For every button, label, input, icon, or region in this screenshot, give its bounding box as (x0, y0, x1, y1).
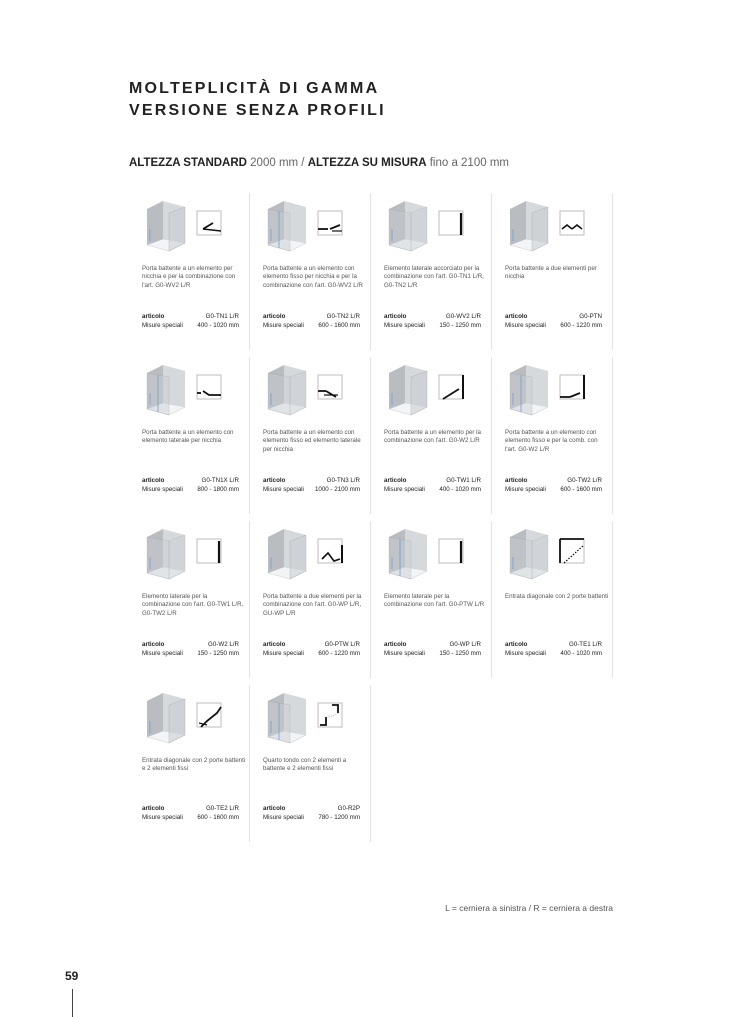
sizes-label: Misure speciali (142, 813, 183, 821)
shower-illustration (260, 689, 360, 751)
product-row (129, 685, 614, 845)
sizes-row (263, 486, 360, 494)
product-description: Entrata diagonale con 2 porte battenti (505, 593, 609, 600)
standard-height-label: ALTEZZA STANDARD (129, 157, 247, 169)
article-row (142, 805, 239, 813)
article-row (505, 477, 602, 485)
article-code: G0-TN3 L/R (326, 477, 360, 484)
shower-illustration (139, 197, 239, 259)
custom-height-value: fino a 2100 mm (426, 157, 509, 169)
sizes-row (505, 650, 602, 658)
sizes-value: 600 - 1600 mm (560, 485, 602, 493)
shower-illustration (260, 525, 360, 587)
product-description: Elemento laterale per la combinazione con l'art. G0-PTW L/R (384, 593, 485, 609)
sizes-label: Misure speciali (505, 649, 546, 657)
sizes-value: 600 - 1600 mm (197, 813, 239, 821)
article-code: G0-TW2 L/R (567, 477, 602, 484)
product-description: Quarto tondo con 2 elementi a battente e 2 elementi fissi (263, 757, 347, 773)
article-label: articolo (263, 641, 286, 648)
article-label: articolo (384, 641, 407, 648)
article-row (263, 477, 360, 485)
sizes-row (384, 322, 481, 330)
empty-slot (492, 685, 613, 842)
article-label: articolo (142, 641, 165, 648)
product-card (371, 193, 492, 350)
sizes-row (263, 650, 360, 658)
product-card (250, 685, 371, 842)
sizes-row (142, 814, 239, 822)
product-card (371, 357, 492, 514)
sizes-label: Misure speciali (142, 321, 183, 329)
standard-height-value: 2000 mm / (246, 157, 308, 169)
article-code: G0-TN2 L/R (326, 313, 360, 320)
shower-illustration (381, 525, 481, 587)
product-description: Elemento laterale per la combinazione con l'art. G0-TW1 L/R, G0-TW2 L/R (142, 593, 244, 617)
sizes-value: 400 - 1020 mm (439, 485, 481, 493)
custom-height-label: ALTEZZA SU MISURA (307, 157, 427, 169)
article-label: articolo (384, 477, 407, 484)
shower-illustration (139, 689, 239, 751)
product-description: Porta battente a un elemento per la combinazione con l'art. G0-W2 L/R (384, 429, 482, 445)
sizes-row (142, 322, 239, 330)
article-label: articolo (142, 313, 165, 320)
article-row (263, 805, 360, 813)
article-row (384, 641, 481, 649)
shower-illustration (502, 525, 602, 587)
article-row (505, 313, 602, 321)
product-card (250, 357, 371, 514)
sizes-value: 600 - 1220 mm (560, 321, 602, 329)
product-description: Porta battente a un elemento con elemento fisso e per la comb. con l'art. G0-W2 L/R (505, 429, 598, 453)
sizes-row (505, 322, 602, 330)
sizes-label: Misure speciali (384, 485, 425, 493)
article-label: articolo (263, 805, 286, 812)
product-card (129, 685, 250, 842)
sizes-value: 150 - 1250 mm (439, 649, 481, 657)
product-description: Porta battente a due elementi per nicchia (505, 265, 597, 281)
article-code: G0-TE2 L/R (205, 805, 239, 812)
product-grid (129, 193, 614, 849)
shower-illustration (381, 197, 481, 259)
sizes-value: 780 - 1200 mm (318, 813, 360, 821)
product-card (250, 521, 371, 678)
article-label: articolo (142, 805, 165, 812)
sizes-value: 800 - 1800 mm (197, 485, 239, 493)
product-description: Porta battente a due elementi per la combinazione con l'art. G0-WP L/R, GU-WP L/R (263, 593, 362, 617)
article-label: articolo (263, 313, 286, 320)
title-line-2: VERSIONE SENZA PROFILI (129, 102, 386, 119)
shower-illustration (260, 197, 360, 259)
article-label: articolo (384, 313, 407, 320)
sizes-row (384, 486, 481, 494)
product-card (129, 521, 250, 678)
sizes-value: 150 - 1250 mm (439, 321, 481, 329)
product-card (250, 193, 371, 350)
product-card (129, 193, 250, 350)
product-row (129, 357, 614, 517)
sizes-row (263, 322, 360, 330)
article-row (505, 641, 602, 649)
article-row (142, 477, 239, 485)
sizes-value: 1000 - 2100 mm (314, 485, 360, 493)
product-description: Porta battente a un elemento per nicchia e per la combinazione con l'art. G0-WV2 L/R (142, 265, 236, 289)
article-code: G0-PTN (579, 313, 602, 320)
article-row (142, 641, 239, 649)
sizes-row (142, 650, 239, 658)
sizes-label: Misure speciali (263, 813, 304, 821)
product-card (371, 521, 492, 678)
article-code: G0-WV2 L/R (445, 313, 481, 320)
hinge-legend: L = cerniera a sinistra / R = cerniera a destra (445, 903, 613, 913)
sizes-row (384, 650, 481, 658)
article-code: G0-R2P (337, 805, 360, 812)
product-card (492, 521, 613, 678)
article-label: articolo (505, 313, 528, 320)
article-row (263, 313, 360, 321)
product-row (129, 521, 614, 681)
article-code: G0-WP L/R (449, 641, 481, 648)
title-line-1: MOLTEPLICITÀ DI GAMMA (129, 80, 380, 97)
page-number: 59 (65, 969, 79, 983)
sizes-row (263, 814, 360, 822)
sizes-label: Misure speciali (142, 649, 183, 657)
product-description: Porta battente a un elemento con elemento fisso per nicchia e per la combinazione con l'art. G0-WV2 L/R (263, 265, 363, 289)
article-code: G0-TN1 L/R (205, 313, 239, 320)
product-description: Porta battente a un elemento con elemento laterale per nicchia (142, 429, 234, 445)
sizes-row (505, 486, 602, 494)
shower-illustration (381, 361, 481, 423)
sizes-label: Misure speciali (505, 485, 546, 493)
article-row (384, 477, 481, 485)
sizes-value: 400 - 1020 mm (197, 321, 239, 329)
product-card (492, 357, 613, 514)
shower-illustration (502, 361, 602, 423)
sizes-value: 600 - 1220 mm (318, 649, 360, 657)
shower-illustration (139, 361, 239, 423)
article-row (384, 313, 481, 321)
height-subtitle (129, 157, 509, 169)
sizes-label: Misure speciali (142, 485, 183, 493)
article-code: G0-TE1 L/R (568, 641, 602, 648)
article-label: articolo (505, 641, 528, 648)
article-row (142, 313, 239, 321)
sizes-label: Misure speciali (263, 485, 304, 493)
article-label: articolo (142, 477, 165, 484)
product-description: Elemento laterale accorciato per la combinazione con l'art. G0-TN1 L/R, G0-TN2 L/R (384, 265, 484, 289)
sizes-value: 400 - 1020 mm (560, 649, 602, 657)
product-description: Porta battente a un elemento con elemento fisso ed elemento laterale per nicchia (263, 429, 361, 453)
sizes-row (142, 486, 239, 494)
shower-illustration (502, 197, 602, 259)
page-title (129, 78, 386, 122)
sizes-label: Misure speciali (263, 649, 304, 657)
shower-illustration (139, 525, 239, 587)
sizes-label: Misure speciali (384, 321, 425, 329)
sizes-value: 600 - 1600 mm (318, 321, 360, 329)
article-code: G0-TN1X L/R (201, 477, 239, 484)
product-description: Entrata diagonale con 2 porte battenti e 2 elementi fissi (142, 757, 246, 773)
product-card (492, 193, 613, 350)
product-card (129, 357, 250, 514)
page-marker-line (72, 989, 73, 1017)
article-code: G0-TW1 L/R (446, 477, 481, 484)
product-row (129, 193, 614, 353)
empty-slot (371, 685, 492, 842)
shower-illustration (260, 361, 360, 423)
article-label: articolo (505, 477, 528, 484)
sizes-label: Misure speciali (263, 321, 304, 329)
article-label: articolo (263, 477, 286, 484)
sizes-label: Misure speciali (384, 649, 425, 657)
sizes-label: Misure speciali (505, 321, 546, 329)
sizes-value: 150 - 1250 mm (197, 649, 239, 657)
article-row (263, 641, 360, 649)
article-code: G0-W2 L/R (208, 641, 239, 648)
article-code: G0-PTW L/R (324, 641, 360, 648)
